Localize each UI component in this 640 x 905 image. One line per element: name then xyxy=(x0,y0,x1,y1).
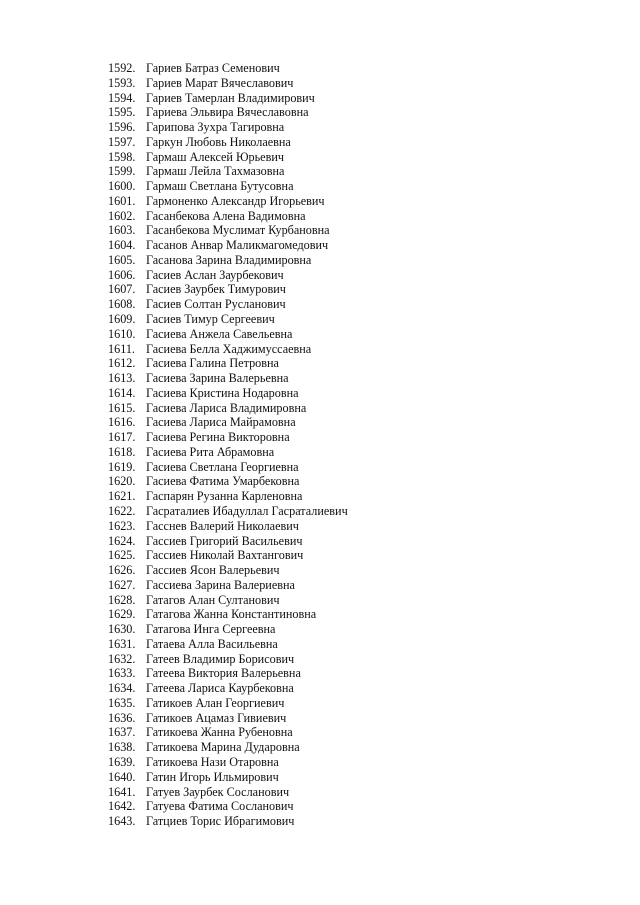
entry-name: Гасиева Регина Викторовна xyxy=(146,430,290,445)
entry-number: 1603. xyxy=(108,223,136,238)
entry-name: Гатикоев Алан Георгиевич xyxy=(146,695,285,710)
list-item xyxy=(108,238,348,253)
list-item xyxy=(108,489,348,504)
entry-number: 1641. xyxy=(108,784,136,799)
list-item xyxy=(108,504,348,519)
entry-name: Гасиева Фатима Умарбековна xyxy=(146,474,300,489)
list-item xyxy=(108,356,348,371)
entry-number: 1599. xyxy=(108,164,136,179)
entry-number: 1627. xyxy=(108,577,136,592)
list-item xyxy=(108,578,348,593)
entry-name: Гаспарян Рузанна Карленовна xyxy=(146,489,303,504)
entry-number: 1623. xyxy=(108,518,136,533)
list-item xyxy=(108,223,348,238)
entry-number: 1593. xyxy=(108,75,136,90)
entry-number: 1611. xyxy=(108,341,135,356)
entry-name: Гармаш Лейла Тахмазовна xyxy=(146,164,285,179)
entry-number: 1633. xyxy=(108,666,136,681)
entry-number: 1609. xyxy=(108,312,136,327)
list-item xyxy=(108,711,348,726)
list-item xyxy=(108,268,348,283)
entry-name: Гасиева Рита Абрамовна xyxy=(146,444,275,459)
entry-number: 1635. xyxy=(108,695,136,710)
entry-number: 1632. xyxy=(108,651,136,666)
entry-name: Гасиева Зарина Валерьевна xyxy=(146,371,289,386)
entry-number: 1600. xyxy=(108,179,136,194)
entry-number: 1613. xyxy=(108,371,136,386)
list-item xyxy=(108,785,348,800)
entry-name: Гасиев Солтан Русланович xyxy=(146,297,286,312)
list-item xyxy=(108,548,348,563)
entry-name: Гассиев Ясон Валерьевич xyxy=(146,563,280,578)
entry-name: Гарипова Зухра Тагировна xyxy=(146,120,285,135)
entry-name: Гатин Игорь Ильмирович xyxy=(146,769,279,784)
list-item xyxy=(108,150,348,165)
entry-name: Гатикоева Нази Отаровна xyxy=(146,754,279,769)
entry-number: 1616. xyxy=(108,415,136,430)
entry-number: 1610. xyxy=(108,326,136,341)
list-item xyxy=(108,593,348,608)
entry-number: 1630. xyxy=(108,622,136,637)
entry-number: 1631. xyxy=(108,636,136,651)
list-item xyxy=(108,194,348,209)
entry-name: Гатагова Инга Сергеевна xyxy=(146,622,276,637)
list-item xyxy=(108,76,348,91)
list-item xyxy=(108,415,348,430)
list-item xyxy=(108,91,348,106)
list-item xyxy=(108,770,348,785)
list-item xyxy=(108,474,348,489)
entry-name: Гатикоева Марина Дударовна xyxy=(146,740,300,755)
entry-name: Гасиева Лариса Владимировна xyxy=(146,400,307,415)
entry-number: 1634. xyxy=(108,681,136,696)
entry-name: Гатуев Заурбек Сосланович xyxy=(146,784,290,799)
entry-name: Гасиева Белла Хаджимуссаевна xyxy=(146,341,312,356)
entry-number: 1626. xyxy=(108,563,136,578)
list-item xyxy=(108,622,348,637)
list-item xyxy=(108,253,348,268)
entry-name: Гатеев Владимир Борисович xyxy=(146,651,295,666)
entry-name: Гасанбекова Алена Вадимовна xyxy=(146,208,306,223)
entry-number: 1621. xyxy=(108,489,136,504)
entry-number: 1596. xyxy=(108,120,136,135)
entry-name: Гасснев Валерий Николаевич xyxy=(146,518,299,533)
entry-number: 1604. xyxy=(108,238,136,253)
entry-number: 1637. xyxy=(108,725,136,740)
entry-number: 1640. xyxy=(108,769,136,784)
entry-name: Гатаева Алла Васильевна xyxy=(146,636,278,651)
list-item xyxy=(108,725,348,740)
list-item xyxy=(108,120,348,135)
list-item xyxy=(108,696,348,711)
entry-number: 1605. xyxy=(108,252,136,267)
list-item xyxy=(108,534,348,549)
list-item xyxy=(108,799,348,814)
name-list xyxy=(108,61,348,829)
entry-name: Гасиева Светлана Георгиевна xyxy=(146,459,299,474)
list-item xyxy=(108,312,348,327)
entry-name: Гасиева Анжела Савельевна xyxy=(146,326,293,341)
entry-number: 1617. xyxy=(108,430,136,445)
list-item xyxy=(108,430,348,445)
entry-number: 1612. xyxy=(108,356,136,371)
entry-number: 1639. xyxy=(108,754,136,769)
list-item xyxy=(108,61,348,76)
entry-name: Гармаш Светлана Бутусовна xyxy=(146,179,294,194)
list-item xyxy=(108,652,348,667)
entry-number: 1607. xyxy=(108,282,136,297)
list-item xyxy=(108,135,348,150)
list-item xyxy=(108,445,348,460)
entry-name: Гасанбекова Муслимат Курбановна xyxy=(146,223,330,238)
entry-name: Гариев Батраз Семенович xyxy=(146,61,280,75)
list-item xyxy=(108,814,348,829)
entry-number: 1592. xyxy=(108,61,136,75)
entry-number: 1622. xyxy=(108,503,136,518)
list-item xyxy=(108,342,348,357)
list-item xyxy=(108,681,348,696)
entry-name: Гасраталиев Ибадуллал Гасраталиевич xyxy=(146,503,348,518)
entry-name: Гасанов Анвар Маликмагомедович xyxy=(146,238,329,253)
entry-name: Гармаш Алексей Юрьевич xyxy=(146,149,284,164)
list-item xyxy=(108,327,348,342)
entry-number: 1595. xyxy=(108,105,136,120)
entry-name: Гатагов Алан Султанович xyxy=(146,592,280,607)
list-item xyxy=(108,740,348,755)
entry-name: Гаркун Любовь Николаевна xyxy=(146,134,291,149)
entry-name: Гасиева Галина Петровна xyxy=(146,356,279,371)
entry-name: Гатуева Фатима Сосланович xyxy=(146,799,294,814)
entry-number: 1620. xyxy=(108,474,136,489)
entry-number: 1624. xyxy=(108,533,136,548)
entry-number: 1642. xyxy=(108,799,136,814)
entry-name: Гатеева Виктория Валерьевна xyxy=(146,666,301,681)
list-item xyxy=(108,460,348,475)
entry-name: Гатеева Лариса Каурбековна xyxy=(146,681,294,696)
list-item xyxy=(108,401,348,416)
entry-name: Гасиева Лариса Майрамовна xyxy=(146,415,296,430)
list-item xyxy=(108,519,348,534)
list-item xyxy=(108,666,348,681)
list-item xyxy=(108,607,348,622)
list-item xyxy=(108,105,348,120)
entry-number: 1614. xyxy=(108,385,136,400)
entry-name: Гариев Марат Вячеславович xyxy=(146,75,294,90)
entry-name: Гатагова Жанна Константиновна xyxy=(146,607,317,622)
entry-number: 1598. xyxy=(108,149,136,164)
entry-name: Гариев Тамерлан Владимирович xyxy=(146,90,315,105)
entry-number: 1618. xyxy=(108,444,136,459)
entry-name: Гатциев Торис Ибрагимович xyxy=(146,814,295,829)
entry-name: Гассиев Григорий Васильевич xyxy=(146,533,303,548)
entry-name: Гасанова Зарина Владимировна xyxy=(146,252,312,267)
entry-number: 1629. xyxy=(108,607,136,622)
entry-name: Гассиева Зарина Валериевна xyxy=(146,577,295,592)
list-item xyxy=(108,637,348,652)
entry-number: 1594. xyxy=(108,90,136,105)
entry-name: Гатикоева Жанна Рубеновна xyxy=(146,725,293,740)
entry-name: Гатикоев Ацамаз Гивиевич xyxy=(146,710,287,725)
entry-number: 1601. xyxy=(108,193,136,208)
entry-number: 1608. xyxy=(108,297,136,312)
list-item xyxy=(108,297,348,312)
entry-number: 1619. xyxy=(108,459,136,474)
list-item xyxy=(108,755,348,770)
entry-name: Гариева Эльвира Вячеславовна xyxy=(146,105,309,120)
entry-number: 1597. xyxy=(108,134,136,149)
entry-name: Гасиев Заурбек Тимурович xyxy=(146,282,286,297)
entry-number: 1606. xyxy=(108,267,136,282)
list-item xyxy=(108,209,348,224)
entry-number: 1602. xyxy=(108,208,136,223)
list-item xyxy=(108,179,348,194)
entry-name: Гасиева Кристина Нодаровна xyxy=(146,385,299,400)
entry-name: Гасиев Тимур Сергеевич xyxy=(146,312,275,327)
list-item xyxy=(108,164,348,179)
entry-number: 1638. xyxy=(108,740,136,755)
entry-name: Гасиев Аслан Заурбекович xyxy=(146,267,284,282)
entry-number: 1625. xyxy=(108,548,136,563)
entry-number: 1643. xyxy=(108,814,136,829)
list-item xyxy=(108,282,348,297)
list-item xyxy=(108,371,348,386)
entry-number: 1628. xyxy=(108,592,136,607)
entry-name: Гармоненко Александр Игорьевич xyxy=(146,193,325,208)
entry-number: 1636. xyxy=(108,710,136,725)
list-item xyxy=(108,563,348,578)
entry-name: Гассиев Николай Вахтангович xyxy=(146,548,304,563)
list-item xyxy=(108,386,348,401)
entry-number: 1615. xyxy=(108,400,136,415)
